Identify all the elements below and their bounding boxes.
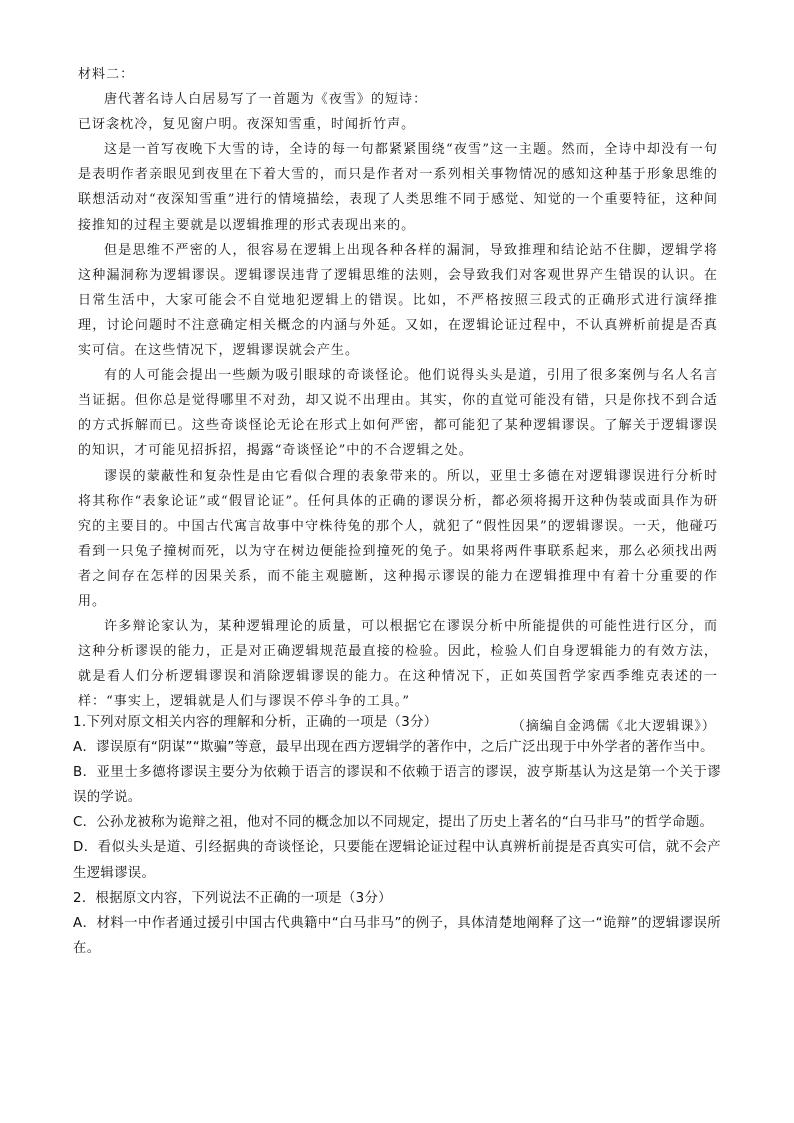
- answer-option: C．公孙龙被称为诡辩之祖，他对不同的概念加以不同规定，提出了历史上著名的“白马非马”的哲学命题。: [73, 815, 714, 831]
- answer-option: A．谬误原有“阴谋”“欺骗”等意，最早出现在西方逻辑学的著作中，之后广泛出现于中外学者的著作当中。: [73, 740, 714, 756]
- reading-passage: [78, 62, 718, 740]
- passage-paragraph: 许多辩论家认为，某种逻辑理论的质量，可以根据它在谬误分析中所能提供的可能性进行区分，而这种分析谬误的能力，正是对正确逻辑规范最直接的检验。因此，检验人们自身逻辑能力的有效方法，就是看人们分析逻辑谬误和消除逻辑谬误的能力。在这种情况下，正如英国哲学家西季维克表述的一样：“事实上，逻辑就是人们与谬误不停斗争的工具。”: [78, 619, 718, 710]
- poem-intro: 唐代著名诗人白居易写了一首题为《夜雪》的短诗：: [104, 92, 428, 108]
- passage-paragraph: 有的人可能会提出一些颇为吸引眼球的奇谈怪论。他们说得头头是道，引用了很多案例与名人名言当证据。但你总是觉得哪里不对劲，却又说不出理由。其实，你的直觉可能没有错，只是你找不到合适的方式拆解而已。这些奇谈怪论无论在形式上如何严密，都可能犯了某种逻辑谬误。了解关于逻辑谬误的知识，才可能见招拆招，揭露“奇谈怪论”中的不合逻辑之处。: [78, 368, 718, 459]
- passage-paragraph: 谬误的蒙蔽性和复杂性是由它看似合理的表象带来的。所以，亚里士多德在对逻辑谬误进行分析时将其称作“表象论证”或“假冒论证”。任何具体的正确的谬误分析，都必须将揭开这种伪装或面具作为研究的主要目的。中国古代寓言故事中守株待兔的那个人，就犯了“假性因果”的逻辑谬误。一天，他碰巧看到一只兔子撞树而死，以为守在树边便能捡到撞死的兔子。如果将两件事联系起来，那么必须找出两者之间存在怎样的因果关系，而不能主观臆断，这种揭示谬误的能力在逻辑推理中有着十分重要的作用。: [78, 468, 718, 609]
- answer-option: A．材料一中作者通过援引中国古代典籍中“白马非马”的例子，具体清楚地阐释了这一“诡辩”的逻辑谬误所在。: [73, 915, 721, 956]
- question-stem: 1.下列对原文相关内容的理解和分析，正确的一项是（3分）: [73, 715, 438, 730]
- material-heading: 材料二：: [78, 67, 135, 82]
- answer-option: B．亚里士多德将谬误主要分为依赖于语言的谬误和不依赖于语言的谬误，波亨斯基认为这是第一个关于谬误的学说。: [73, 765, 721, 806]
- source-citation: （摘编自金鸿儒《北大逻辑课》）: [511, 719, 716, 735]
- poem-text: 已讶衾枕冷，复见窗户明。夜深知雪重，时闻折竹声。: [78, 117, 416, 133]
- question-stem: 2．根据原文内容，下列说法不正确的一项是（3分）: [73, 890, 392, 906]
- passage-paragraph: 这是一首写夜晚下大雪的诗，全诗的每一句都紧紧围绕“夜雪”这一主题。然而，全诗中却没有一句是表明作者亲眼见到夜里在下着大雪的，而只是作者对一系列相关事物情况的感知这种基于形象思维的联想活动对“夜深知雪重”进行的情境描绘，表现了人类思维不同于感觉、知觉的一个重要特征，这种间接推知的过程主要就是以逻辑推理的形式表现出来的。: [78, 142, 718, 233]
- answer-option: D．看似头头是道、引经据典的奇谈怪论，只要能在逻辑论证过程中认真辨析前提是否真实可信，就不会产生逻辑谬误。: [73, 840, 721, 881]
- passage-paragraph: 但是思维不严密的人，很容易在逻辑上出现各种各样的漏洞，导致推理和结论站不住脚，逻辑学将这种漏洞称为逻辑谬误。逻辑谬误违背了逻辑思维的法则，会导致我们对客观世界产生错误的认识。在日常生活中，大家可能会不自觉地犯逻辑上的错误。比如，不严格按照三段式的正确形式进行演绎推理，讨论问题时不注意确定相关概念的内涵与外延。又如，在逻辑论证过程中，不认真辨析前提是否真实可信。在这些情况下，逻辑谬误就会产生。: [78, 242, 718, 359]
- question-section: [73, 710, 721, 961]
